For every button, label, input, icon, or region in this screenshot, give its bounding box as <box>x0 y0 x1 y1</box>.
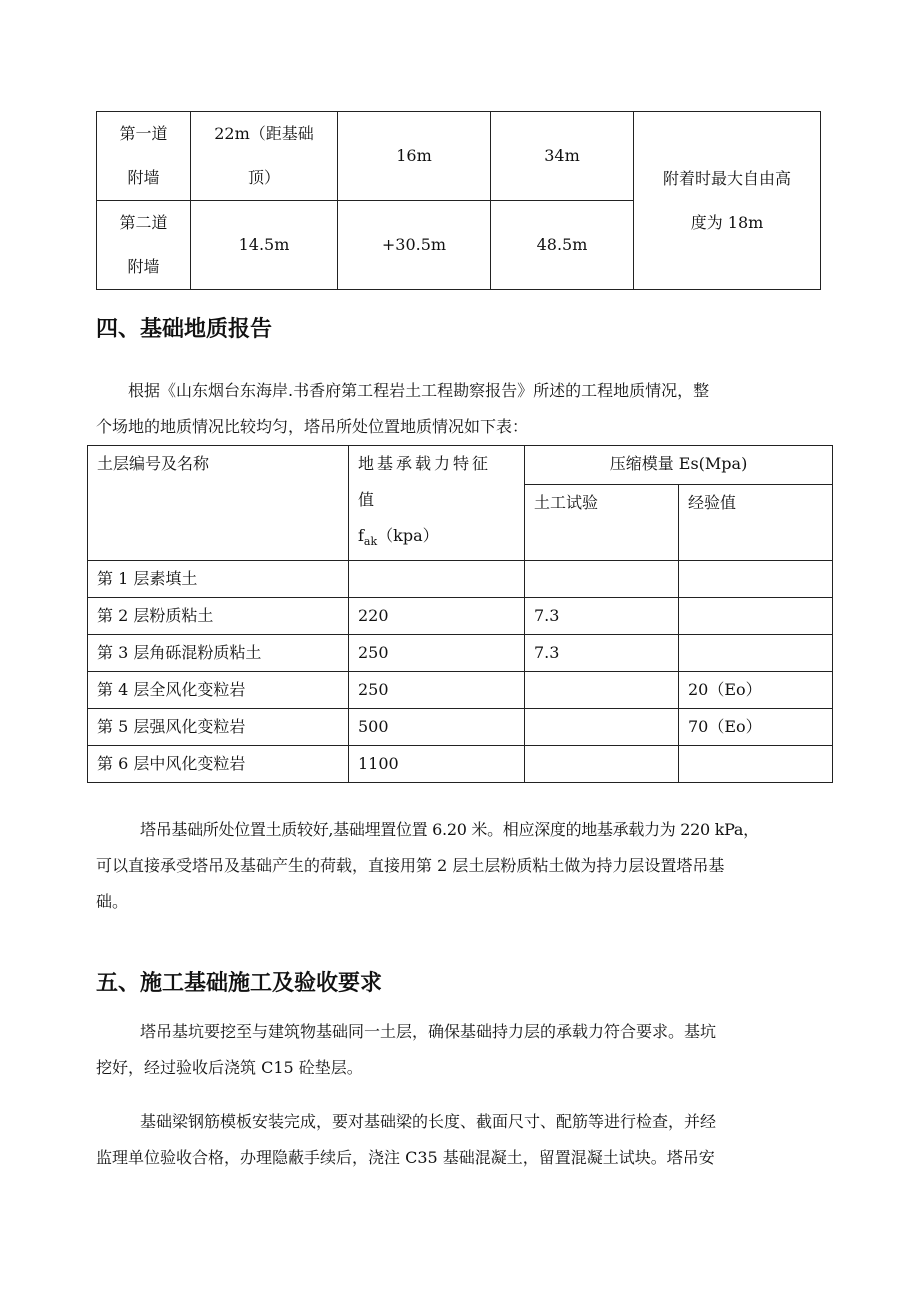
soil-layer-table <box>87 445 833 783</box>
attachment-name-cell: 第二道 附墙 <box>97 201 191 290</box>
soil-exp-cell <box>679 746 833 783</box>
header-layer: 土层编号及名称 <box>88 446 349 561</box>
soil-name-cell: 第 5 层强风化变粒岩 <box>88 709 349 746</box>
soil-name-cell: 第 4 层全风化变粒岩 <box>88 672 349 709</box>
attachment-note-cell: 附着时最大自由高 度为 18m <box>634 112 821 290</box>
soil-name-cell: 第 1 层素填土 <box>88 561 349 598</box>
soil-fak-cell: 250 <box>349 672 525 709</box>
table-row <box>88 709 833 746</box>
soil-test-cell: 7.3 <box>525 635 679 672</box>
soil-test-cell <box>525 672 679 709</box>
attachment-distance-cell: 14.5m <box>191 201 338 290</box>
soil-fak-cell: 250 <box>349 635 525 672</box>
section-heading: 四、基础地质报告 <box>96 317 273 342</box>
soil-fak-cell: 1100 <box>349 746 525 783</box>
attachment-total-cell: 48.5m <box>491 201 634 290</box>
attachment-distance-cell: 22m（距基础 顶） <box>191 112 338 201</box>
soil-test-cell <box>525 561 679 598</box>
header-es-test: 土工试验 <box>525 485 679 561</box>
table-row <box>97 112 821 201</box>
table-row <box>88 598 833 635</box>
soil-name-cell: 第 6 层中风化变粒岩 <box>88 746 349 783</box>
table-row <box>88 746 833 783</box>
attachment-name-cell: 第一道 附墙 <box>97 112 191 201</box>
header-es-exp: 经验值 <box>679 485 833 561</box>
foundation-paragraph: 塔吊基础所处位置土质较好,基础埋置位置 6.20 米。相应深度的地基承载力为 220 kPa， 可以直接承受塔吊及基础产生的荷载，直接用第 2 层土层粉质粘土做为持力层设置塔吊基 础。 <box>96 820 759 911</box>
soil-layer-rows <box>88 561 833 783</box>
section5-paragraph-2: 基础梁钢筋模板安装完成，要对基础梁的长度、截面尺寸、配筋等进行检查，并经 监理单位验收合格，办理隐蔽手续后，浇注 C35 基础混凝土，留置混凝土试块。塔吊安 <box>96 1112 717 1167</box>
attachment-table <box>96 111 821 290</box>
soil-name-cell: 第 3 层角砾混粉质粘土 <box>88 635 349 672</box>
soil-exp-cell <box>679 561 833 598</box>
soil-exp-cell: 20（Eo） <box>679 672 833 709</box>
soil-fak-cell <box>349 561 525 598</box>
table-row <box>88 672 833 709</box>
soil-fak-cell: 500 <box>349 709 525 746</box>
attachment-total-cell: 34m <box>491 112 634 201</box>
section4-intro: 根据《山东烟台东海岸.书香府第工程岩土工程勘察报告》所述的工程地质情况，整 个场地的地质情况比较均匀，塔吊所处位置地质情况如下表： <box>96 381 710 436</box>
attachment-height-cell: +30.5m <box>338 201 491 290</box>
attachment-height-cell: 16m <box>338 112 491 201</box>
section-heading: 五、施工基础施工及验收要求 <box>96 971 383 996</box>
soil-name-cell: 第 2 层粉质粘土 <box>88 598 349 635</box>
section5-paragraph-1: 塔吊基坑要挖至与建筑物基础同一土层，确保基础持力层的承载力符合要求。基坑 挖好，经过验收后浇筑 C15 砼垫层。 <box>96 1022 717 1077</box>
soil-fak-cell: 220 <box>349 598 525 635</box>
table-row <box>88 561 833 598</box>
header-es: 压缩模量 Es(Mpa) <box>525 446 833 485</box>
soil-exp-cell: 70（Eo） <box>679 709 833 746</box>
table-header-row <box>88 446 833 485</box>
soil-exp-cell <box>679 635 833 672</box>
header-fak: 地基承载力特征 值 $f_{ak}(kpa)$ <box>349 446 525 561</box>
soil-test-cell <box>525 709 679 746</box>
soil-exp-cell <box>679 598 833 635</box>
table-row <box>88 635 833 672</box>
soil-test-cell <box>525 746 679 783</box>
soil-test-cell: 7.3 <box>525 598 679 635</box>
